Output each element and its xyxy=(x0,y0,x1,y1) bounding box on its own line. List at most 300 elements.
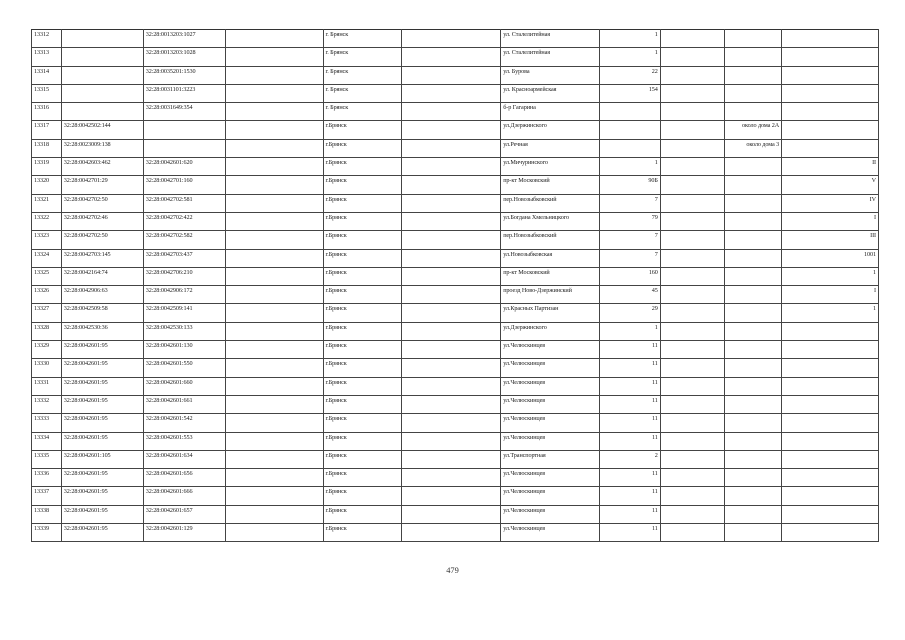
object-cadastral-cell: 32:28:0013203:1027 xyxy=(143,30,225,48)
blank-cell-2 xyxy=(402,194,501,212)
blank-cell-2 xyxy=(402,30,501,48)
unit-number-cell xyxy=(782,487,879,505)
house-number-cell: 1 xyxy=(600,48,661,66)
object-cadastral-cell: 32:28:0042601:129 xyxy=(143,524,225,542)
house-number-cell: 160 xyxy=(600,267,661,285)
table-row xyxy=(32,359,879,377)
unit-number-cell: 1 xyxy=(782,304,879,322)
blank-cell-2 xyxy=(402,359,501,377)
property-register-table xyxy=(31,29,879,542)
object-cadastral-cell: 32:28:0035201:1530 xyxy=(143,66,225,84)
object-cadastral-cell: 32:28:0042702:581 xyxy=(143,194,225,212)
blank-cell-2 xyxy=(402,432,501,450)
object-cadastral-cell: 32:28:0042601:542 xyxy=(143,414,225,432)
city-cell: г.Брянск xyxy=(323,158,402,176)
building-cell xyxy=(660,66,724,84)
landmark-cell xyxy=(724,359,781,377)
record-number-cell: 13335 xyxy=(32,450,62,468)
street-cell: ул.Челюскинцев xyxy=(501,377,600,395)
object-cadastral-cell: 32:28:0042509:141 xyxy=(143,304,225,322)
blank-cell-2 xyxy=(402,267,501,285)
house-number-cell xyxy=(600,121,661,139)
building-cell xyxy=(660,524,724,542)
unit-number-cell xyxy=(782,505,879,523)
object-cadastral-cell: 32:28:0042601:634 xyxy=(143,450,225,468)
land-cadastral-cell: 32:28:0042502:144 xyxy=(61,121,143,139)
record-number-cell: 13324 xyxy=(32,249,62,267)
record-number-cell: 13323 xyxy=(32,231,62,249)
object-cadastral-cell: 32:28:0031649:354 xyxy=(143,103,225,121)
street-cell: ул.Челюскинцев xyxy=(501,414,600,432)
table-row xyxy=(32,267,879,285)
object-cadastral-cell: 32:28:0042601:620 xyxy=(143,158,225,176)
landmark-cell xyxy=(724,66,781,84)
unit-number-cell: 1 xyxy=(782,267,879,285)
object-cadastral-cell: 32:28:0042601:660 xyxy=(143,377,225,395)
table-row xyxy=(32,395,879,413)
land-cadastral-cell: 32:28:0042601:95 xyxy=(61,505,143,523)
street-cell: ул.Челюскинцев xyxy=(501,505,600,523)
record-number-cell: 13317 xyxy=(32,121,62,139)
blank-cell-2 xyxy=(402,231,501,249)
city-cell: г.Брянск xyxy=(323,176,402,194)
blank-cell xyxy=(225,286,323,304)
object-cadastral-cell xyxy=(143,139,225,157)
blank-cell-2 xyxy=(402,487,501,505)
unit-number-cell xyxy=(782,341,879,359)
street-cell: ул.Красных Партизан xyxy=(501,304,600,322)
house-number-cell xyxy=(600,139,661,157)
table-row xyxy=(32,212,879,230)
street-cell: проезд Ново-Дзержинский xyxy=(501,286,600,304)
unit-number-cell xyxy=(782,121,879,139)
unit-number-cell: IV xyxy=(782,194,879,212)
table-row xyxy=(32,524,879,542)
city-cell: г.Брянск xyxy=(323,212,402,230)
city-cell: г.Брянск xyxy=(323,505,402,523)
landmark-cell xyxy=(724,84,781,102)
street-cell: ул. Сталелитейная xyxy=(501,30,600,48)
record-number-cell: 13333 xyxy=(32,414,62,432)
table-row xyxy=(32,139,879,157)
building-cell xyxy=(660,84,724,102)
house-number-cell: 1 xyxy=(600,158,661,176)
unit-number-cell: V xyxy=(782,176,879,194)
unit-number-cell xyxy=(782,395,879,413)
landmark-cell xyxy=(724,194,781,212)
house-number-cell: 7 xyxy=(600,249,661,267)
building-cell xyxy=(660,469,724,487)
blank-cell-2 xyxy=(402,414,501,432)
object-cadastral-cell: 32:28:0042601:666 xyxy=(143,487,225,505)
land-cadastral-cell: 32:28:0042702:50 xyxy=(61,194,143,212)
land-cadastral-cell: 32:28:0042601:95 xyxy=(61,395,143,413)
city-cell: г.Брянск xyxy=(323,267,402,285)
landmark-cell xyxy=(724,505,781,523)
city-cell: г.Брянск xyxy=(323,121,402,139)
table-row xyxy=(32,377,879,395)
building-cell xyxy=(660,414,724,432)
record-number-cell: 13337 xyxy=(32,487,62,505)
street-cell: пр-кт Московский xyxy=(501,176,600,194)
table-row xyxy=(32,469,879,487)
blank-cell-2 xyxy=(402,322,501,340)
object-cadastral-cell: 32:28:0042706:210 xyxy=(143,267,225,285)
street-cell: пер.Новозыбковский xyxy=(501,194,600,212)
object-cadastral-cell: 32:28:0042701:160 xyxy=(143,176,225,194)
landmark-cell xyxy=(724,48,781,66)
land-cadastral-cell: 32:28:0042601:95 xyxy=(61,341,143,359)
record-number-cell: 13318 xyxy=(32,139,62,157)
blank-cell-2 xyxy=(402,66,501,84)
blank-cell xyxy=(225,103,323,121)
register-rows xyxy=(32,30,879,542)
record-number-cell: 13332 xyxy=(32,395,62,413)
object-cadastral-cell: 32:28:0031101:3223 xyxy=(143,84,225,102)
landmark-cell xyxy=(724,286,781,304)
building-cell xyxy=(660,450,724,468)
blank-cell xyxy=(225,231,323,249)
city-cell: г.Брянск xyxy=(323,432,402,450)
house-number-cell: 11 xyxy=(600,469,661,487)
city-cell: г.Брянск xyxy=(323,231,402,249)
street-cell: ул.Челюскинцев xyxy=(501,395,600,413)
object-cadastral-cell: 32:28:0042906:172 xyxy=(143,286,225,304)
unit-number-cell xyxy=(782,139,879,157)
house-number-cell xyxy=(600,103,661,121)
building-cell xyxy=(660,286,724,304)
blank-cell xyxy=(225,84,323,102)
blank-cell xyxy=(225,359,323,377)
unit-number-cell xyxy=(782,414,879,432)
blank-cell-2 xyxy=(402,212,501,230)
blank-cell-2 xyxy=(402,377,501,395)
street-cell: ул.Речная xyxy=(501,139,600,157)
object-cadastral-cell: 32:28:0042601:656 xyxy=(143,469,225,487)
landmark-cell xyxy=(724,304,781,322)
street-cell: ул.Челюскинцев xyxy=(501,432,600,450)
house-number-cell: 11 xyxy=(600,377,661,395)
city-cell: г.Брянск xyxy=(323,487,402,505)
table-row xyxy=(32,66,879,84)
blank-cell-2 xyxy=(402,84,501,102)
street-cell: ул.Челюскинцев xyxy=(501,524,600,542)
landmark-cell xyxy=(724,322,781,340)
record-number-cell: 13325 xyxy=(32,267,62,285)
city-cell: г.Брянск xyxy=(323,194,402,212)
blank-cell xyxy=(225,469,323,487)
object-cadastral-cell: 32:28:0042601:553 xyxy=(143,432,225,450)
table-row xyxy=(32,231,879,249)
object-cadastral-cell: 32:28:0042702:582 xyxy=(143,231,225,249)
blank-cell-2 xyxy=(402,286,501,304)
unit-number-cell: I xyxy=(782,286,879,304)
house-number-cell: 29 xyxy=(600,304,661,322)
land-cadastral-cell xyxy=(61,48,143,66)
city-cell: г. Брянск xyxy=(323,84,402,102)
building-cell xyxy=(660,194,724,212)
unit-number-cell xyxy=(782,359,879,377)
landmark-cell xyxy=(724,487,781,505)
record-number-cell: 13321 xyxy=(32,194,62,212)
unit-number-cell: II xyxy=(782,158,879,176)
landmark-cell xyxy=(724,249,781,267)
street-cell: ул.Челюскинцев xyxy=(501,487,600,505)
record-number-cell: 13330 xyxy=(32,359,62,377)
table-row xyxy=(32,48,879,66)
blank-cell-2 xyxy=(402,395,501,413)
record-number-cell: 13329 xyxy=(32,341,62,359)
table-row xyxy=(32,194,879,212)
blank-cell-2 xyxy=(402,249,501,267)
building-cell xyxy=(660,377,724,395)
building-cell xyxy=(660,267,724,285)
building-cell xyxy=(660,322,724,340)
city-cell: г.Брянск xyxy=(323,414,402,432)
object-cadastral-cell: 32:28:0042601:550 xyxy=(143,359,225,377)
table-row xyxy=(32,84,879,102)
page-number: 479 xyxy=(446,566,459,575)
blank-cell xyxy=(225,48,323,66)
record-number-cell: 13316 xyxy=(32,103,62,121)
building-cell xyxy=(660,212,724,230)
blank-cell xyxy=(225,30,323,48)
land-cadastral-cell: 32:28:0042164:74 xyxy=(61,267,143,285)
landmark-cell xyxy=(724,231,781,249)
house-number-cell: 22 xyxy=(600,66,661,84)
city-cell: г.Брянск xyxy=(323,286,402,304)
record-number-cell: 13327 xyxy=(32,304,62,322)
record-number-cell: 13331 xyxy=(32,377,62,395)
landmark-cell xyxy=(724,176,781,194)
object-cadastral-cell: 32:28:0042702:422 xyxy=(143,212,225,230)
street-cell: б-р Гагарина xyxy=(501,103,600,121)
object-cadastral-cell: 32:28:0013203:1028 xyxy=(143,48,225,66)
record-number-cell: 13334 xyxy=(32,432,62,450)
unit-number-cell xyxy=(782,322,879,340)
blank-cell xyxy=(225,395,323,413)
table-row xyxy=(32,505,879,523)
object-cadastral-cell: 32:28:0042530:133 xyxy=(143,322,225,340)
unit-number-cell xyxy=(782,30,879,48)
table-row xyxy=(32,450,879,468)
building-cell xyxy=(660,359,724,377)
landmark-cell xyxy=(724,395,781,413)
record-number-cell: 13326 xyxy=(32,286,62,304)
house-number-cell: 2 xyxy=(600,450,661,468)
table-row xyxy=(32,432,879,450)
landmark-cell xyxy=(724,341,781,359)
blank-cell-2 xyxy=(402,341,501,359)
land-cadastral-cell: 32:28:0042603:462 xyxy=(61,158,143,176)
house-number-cell: 1 xyxy=(600,322,661,340)
ledger-sheet xyxy=(31,29,879,542)
land-cadastral-cell: 32:28:0042601:105 xyxy=(61,450,143,468)
landmark-cell xyxy=(724,158,781,176)
land-cadastral-cell xyxy=(61,103,143,121)
house-number-cell: 11 xyxy=(600,432,661,450)
building-cell xyxy=(660,395,724,413)
street-cell: ул.Челюскинцев xyxy=(501,341,600,359)
house-number-cell: 79 xyxy=(600,212,661,230)
unit-number-cell xyxy=(782,66,879,84)
city-cell: г.Брянск xyxy=(323,322,402,340)
house-number-cell: 45 xyxy=(600,286,661,304)
city-cell: г.Брянск xyxy=(323,524,402,542)
city-cell: г. Брянск xyxy=(323,66,402,84)
city-cell: г.Брянск xyxy=(323,377,402,395)
blank-cell xyxy=(225,487,323,505)
unit-number-cell: I xyxy=(782,212,879,230)
street-cell: ул. Красноармейская xyxy=(501,84,600,102)
blank-cell-2 xyxy=(402,103,501,121)
landmark-cell: около дома 3 xyxy=(724,139,781,157)
street-cell: ул.Дзержинского xyxy=(501,121,600,139)
street-cell: пер.Новозыбковский xyxy=(501,231,600,249)
record-number-cell: 13322 xyxy=(32,212,62,230)
unit-number-cell: III xyxy=(782,231,879,249)
unit-number-cell xyxy=(782,84,879,102)
table-row xyxy=(32,414,879,432)
record-number-cell: 13339 xyxy=(32,524,62,542)
building-cell xyxy=(660,304,724,322)
city-cell: г. Брянск xyxy=(323,103,402,121)
land-cadastral-cell: 32:28:0042701:29 xyxy=(61,176,143,194)
unit-number-cell xyxy=(782,524,879,542)
building-cell xyxy=(660,231,724,249)
house-number-cell: 7 xyxy=(600,194,661,212)
city-cell: г.Брянск xyxy=(323,249,402,267)
record-number-cell: 13314 xyxy=(32,66,62,84)
house-number-cell: 1 xyxy=(600,30,661,48)
building-cell xyxy=(660,505,724,523)
unit-number-cell xyxy=(782,48,879,66)
table-row xyxy=(32,487,879,505)
street-cell: ул.Богдана Хмельницкого xyxy=(501,212,600,230)
unit-number-cell: 1001 xyxy=(782,249,879,267)
blank-cell xyxy=(225,432,323,450)
landmark-cell xyxy=(724,212,781,230)
land-cadastral-cell: 32:28:0042601:95 xyxy=(61,359,143,377)
record-number-cell: 13328 xyxy=(32,322,62,340)
blank-cell-2 xyxy=(402,176,501,194)
unit-number-cell xyxy=(782,450,879,468)
city-cell: г.Брянск xyxy=(323,359,402,377)
object-cadastral-cell: 32:28:0042601:130 xyxy=(143,341,225,359)
house-number-cell: 11 xyxy=(600,359,661,377)
blank-cell-2 xyxy=(402,139,501,157)
blank-cell xyxy=(225,121,323,139)
city-cell: г.Брянск xyxy=(323,395,402,413)
land-cadastral-cell: 32:28:0023009:138 xyxy=(61,139,143,157)
table-row xyxy=(32,322,879,340)
land-cadastral-cell: 32:28:0042702:50 xyxy=(61,231,143,249)
land-cadastral-cell: 32:28:0042601:95 xyxy=(61,377,143,395)
city-cell: г.Брянск xyxy=(323,469,402,487)
land-cadastral-cell: 32:28:0042509:58 xyxy=(61,304,143,322)
record-number-cell: 13319 xyxy=(32,158,62,176)
blank-cell xyxy=(225,139,323,157)
landmark-cell xyxy=(724,469,781,487)
street-cell: ул. Сталелитейная xyxy=(501,48,600,66)
landmark-cell xyxy=(724,30,781,48)
building-cell xyxy=(660,176,724,194)
street-cell: ул.Дзержинского xyxy=(501,322,600,340)
land-cadastral-cell: 32:28:0042601:95 xyxy=(61,487,143,505)
blank-cell xyxy=(225,194,323,212)
blank-cell xyxy=(225,176,323,194)
table-row xyxy=(32,341,879,359)
object-cadastral-cell: 32:28:0042703:437 xyxy=(143,249,225,267)
building-cell xyxy=(660,341,724,359)
blank-cell xyxy=(225,249,323,267)
street-cell: ул.Новозыбковская xyxy=(501,249,600,267)
table-row xyxy=(32,304,879,322)
street-cell: ул.Транспортная xyxy=(501,450,600,468)
blank-cell xyxy=(225,505,323,523)
record-number-cell: 13336 xyxy=(32,469,62,487)
house-number-cell: 11 xyxy=(600,487,661,505)
blank-cell-2 xyxy=(402,304,501,322)
blank-cell-2 xyxy=(402,524,501,542)
building-cell xyxy=(660,432,724,450)
record-number-cell: 13313 xyxy=(32,48,62,66)
table-row xyxy=(32,176,879,194)
city-cell: г. Брянск xyxy=(323,48,402,66)
blank-cell xyxy=(225,377,323,395)
table-row xyxy=(32,158,879,176)
object-cadastral-cell xyxy=(143,121,225,139)
blank-cell xyxy=(225,341,323,359)
house-number-cell: 11 xyxy=(600,505,661,523)
land-cadastral-cell xyxy=(61,30,143,48)
house-number-cell: 11 xyxy=(600,524,661,542)
blank-cell-2 xyxy=(402,450,501,468)
table-row xyxy=(32,30,879,48)
city-cell: г.Брянск xyxy=(323,341,402,359)
land-cadastral-cell xyxy=(61,84,143,102)
building-cell xyxy=(660,48,724,66)
land-cadastral-cell: 32:28:0042702:46 xyxy=(61,212,143,230)
landmark-cell xyxy=(724,414,781,432)
house-number-cell: 11 xyxy=(600,414,661,432)
land-cadastral-cell: 32:28:0042601:95 xyxy=(61,432,143,450)
building-cell xyxy=(660,139,724,157)
record-number-cell: 13312 xyxy=(32,30,62,48)
object-cadastral-cell: 32:28:0042601:657 xyxy=(143,505,225,523)
record-number-cell: 13320 xyxy=(32,176,62,194)
city-cell: г.Брянск xyxy=(323,139,402,157)
city-cell: г.Брянск xyxy=(323,304,402,322)
city-cell: г.Брянск xyxy=(323,450,402,468)
unit-number-cell xyxy=(782,469,879,487)
street-cell: ул.Челюскинцев xyxy=(501,469,600,487)
building-cell xyxy=(660,158,724,176)
street-cell: ул.Мичуринского xyxy=(501,158,600,176)
house-number-cell: 90Б xyxy=(600,176,661,194)
land-cadastral-cell: 32:28:0042703:145 xyxy=(61,249,143,267)
object-cadastral-cell: 32:28:0042601:661 xyxy=(143,395,225,413)
blank-cell xyxy=(225,322,323,340)
unit-number-cell xyxy=(782,432,879,450)
landmark-cell xyxy=(724,267,781,285)
blank-cell xyxy=(225,158,323,176)
blank-cell xyxy=(225,450,323,468)
building-cell xyxy=(660,121,724,139)
landmark-cell xyxy=(724,450,781,468)
land-cadastral-cell: 32:28:0042530:36 xyxy=(61,322,143,340)
table-row xyxy=(32,286,879,304)
